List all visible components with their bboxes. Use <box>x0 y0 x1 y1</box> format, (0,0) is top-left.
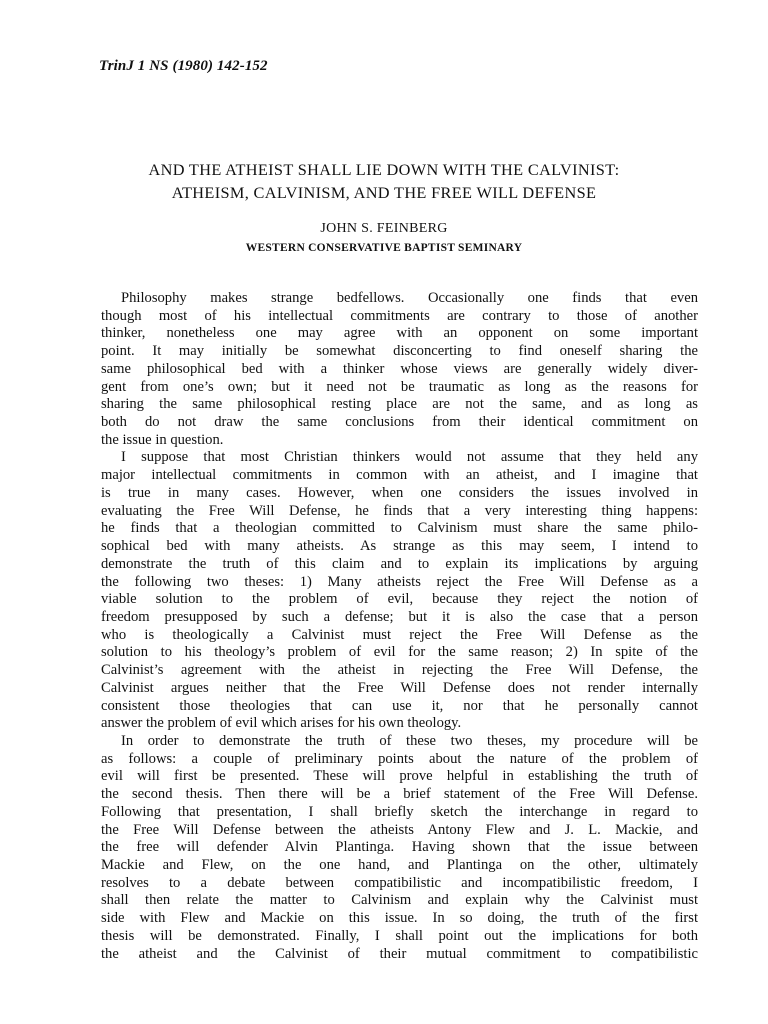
body-text-line: Calvinist argues neither that the Free Will Defense does not render internally <box>101 679 698 696</box>
body-text-line: I suppose that most Christian thinkers would not assume that they held any <box>121 449 698 466</box>
body-text-line: resolves to a debate between compatibilistic and incompatibilistic freedom, I <box>101 874 698 891</box>
body-text-line: sophical bed with many atheists. As strange as this may seem, I intend to <box>101 538 698 555</box>
body-text-line: the Free Will Defense between the atheists Antony Flew and J. L. Mackie, and <box>101 821 698 838</box>
body-text-line: solution to his theology’s problem of evil for the same reason; 2) In spite of the <box>101 644 698 661</box>
body-text-line: evil will first be presented. These will prove helpful in establishing the truth of <box>101 768 698 785</box>
body-text-line: Philosophy makes strange bedfellows. Occasionally one finds that even <box>121 290 698 306</box>
body-text-line: both do not draw the same conclusions from their identical commitment on <box>101 414 698 431</box>
body-text-line: the issue in question. <box>101 431 224 448</box>
body-text-line: Mackie and Flew, on the one hand, and Plantinga on the other, ultimately <box>101 857 698 873</box>
body-text-line: shall then relate the matter to Calvinism and explain why the Calvinist must <box>101 892 698 909</box>
body-text-line: freedom presupposed by such a defense; but it is also the case that a person <box>101 608 698 625</box>
body-text-line: side with Flew and Mackie on this issue. In so doing, the truth of the first <box>101 910 698 927</box>
body-text-line: answer the problem of evil which arises for his own theology. <box>101 715 462 732</box>
journal-citation: TrinJ 1 NS (1980) 142-152 <box>99 58 268 74</box>
body-text-line: as follows: a couple of preliminary points about the nature of the problem of <box>101 750 698 767</box>
body-text-line: same philosophical bed with a thinker whose views are generally widely diver- <box>101 360 698 377</box>
body-text-line: gent from one’s own; but it need not be traumatic as long as the reasons for <box>101 378 698 395</box>
body-text-line: though most of his intellectual commitments are contrary to those of another <box>101 307 698 324</box>
article-title-line-1: AND THE ATHEIST SHALL LIE DOWN WITH THE CALVINIST: <box>148 160 620 179</box>
author-affiliation: WESTERN CONSERVATIVE BAPTIST SEMINARY <box>245 242 523 254</box>
body-text-line: evaluating the Free Will Defense, he finds that a very interesting thing happens: <box>101 502 698 519</box>
article-body <box>101 290 698 963</box>
body-text-line: the following two theses: 1) Many atheists reject the Free Will Defense as a <box>101 573 698 590</box>
article-title-line-2: ATHEISM, CALVINISM, AND THE FREE WILL DEFENSE <box>171 183 597 202</box>
body-text-line: In order to demonstrate the truth of these two theses, my procedure will be <box>121 732 698 749</box>
body-text-line: thesis will be demonstrated. Finally, I shall point out the implications for both <box>101 927 698 944</box>
body-text-line: who is theologically a Calvinist must reject the Free Will Defense as the <box>101 626 698 643</box>
body-text-line: the second thesis. Then there will be a brief statement of the Free Will Defense. <box>101 786 698 803</box>
body-text-line: the atheist and the Calvinist of their mutual commitment to compatibilistic <box>101 945 698 962</box>
body-text-line: consistent those theologies that can use it, nor that he personally cannot <box>101 697 698 714</box>
body-text-line: major intellectual commitments in common with an atheist, and I imagine that <box>101 467 698 484</box>
body-text-line: he finds that a theologian committed to Calvinism must share the same philo- <box>101 520 698 537</box>
body-text-line: sharing the same philosophical resting place are not the same, and as long as <box>101 396 698 413</box>
body-text-line: Calvinist’s agreement with the atheist in rejecting the Free Will Defense, the <box>101 662 698 679</box>
author-name: JOHN S. FEINBERG <box>320 221 448 236</box>
body-text-line: demonstrate the truth of this claim and to explain its implications by arguing <box>101 555 698 572</box>
body-text-line: thinker, nonetheless one may agree with an opponent on some important <box>101 325 698 342</box>
body-text-line: viable solution to the problem of evil, because they reject the notion of <box>101 591 698 608</box>
body-text-line: point. It may initially be somewhat disconcerting to find oneself sharing the <box>101 343 698 360</box>
body-text-line: is true in many cases. However, when one considers the issues involved in <box>101 484 698 501</box>
body-text-line: Following that presentation, I shall briefly sketch the interchange in regard to <box>101 803 698 820</box>
body-text-line: the free will defender Alvin Plantinga. Having shown that the issue between <box>101 839 698 856</box>
